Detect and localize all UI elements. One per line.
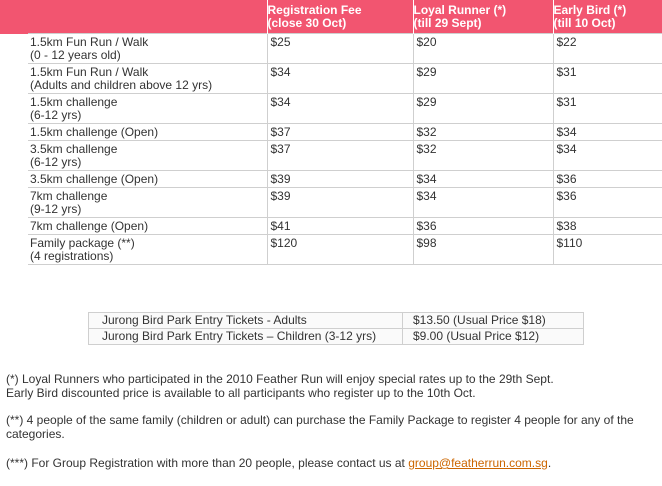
registration-fee-cell: $25 [267,34,413,64]
loyal-runner-cell: $29 [413,94,553,124]
category-name: 1.5km Fun Run / Walk [30,65,149,79]
early-bird-cell: $34 [553,141,662,171]
category-name: 1.5km challenge (Open) [30,125,159,139]
registration-fee-cell: $34 [267,64,413,94]
registration-fee-cell: $37 [267,141,413,171]
loyal-runner-cell: $98 [413,235,553,265]
table-row [89,313,584,329]
category-detail: (Adults and children above 12 yrs) [30,78,213,92]
header-registration-fee-line2: (close 30 Oct) [267,16,347,30]
category-cell [28,94,267,124]
table-row [0,218,662,235]
category-detail: (4 registrations) [30,249,114,263]
category-detail: (9-12 yrs) [30,202,82,216]
category-name: 7km challenge [30,189,108,203]
early-bird-cell: $36 [553,188,662,218]
ticket-price: $13.50 (Usual Price $18) [403,313,584,329]
table-row [0,64,662,94]
loyal-runner-cell: $32 [413,124,553,141]
group-email-link[interactable]: group@featherrun.com.sg [408,456,548,470]
category-name: 7km challenge (Open) [30,219,149,233]
registration-fee-cell: $37 [267,124,413,141]
table-row [0,34,662,64]
registration-fee-cell: $120 [267,235,413,265]
ticket-name: Jurong Bird Park Entry Tickets - Adults [89,313,403,329]
category-name: 3.5km challenge (Open) [30,172,159,186]
table-row [0,94,662,124]
early-bird-cell: $31 [553,64,662,94]
category-cell [28,188,267,218]
loyal-runner-cell: $36 [413,218,553,235]
header-loyal-runner [413,0,553,34]
category-cell [28,64,267,94]
registration-fee-cell: $39 [267,171,413,188]
header-loyal-runner-line2: (till 29 Sept) [413,16,482,30]
note-group-text: (***) For Group Registration with more than 20 people, please contact us at [6,456,409,470]
header-registration-fee-line1: Registration Fee [267,3,362,17]
category-cell [28,141,267,171]
early-bird-cell: $22 [553,34,662,64]
ticket-price: $9.00 (Usual Price $12) [403,329,584,345]
early-bird-cell: $110 [553,235,662,265]
table-row [0,171,662,188]
category-cell [28,34,267,64]
category-name: 3.5km challenge [30,142,118,156]
category-detail: (0 - 12 years old) [30,48,121,62]
note-family-line1: (**) 4 people of the same family (children or adult) can purchase the Family Package to register 4 people for any of the [6,413,634,427]
note-family-line2: categories. [6,427,65,441]
category-name: Family package (**) [30,236,135,250]
note-family [6,413,634,441]
category-cell [28,235,267,265]
bird-park-table [88,312,584,345]
note-group-end: . [547,456,552,470]
header-early-bird [553,0,662,34]
loyal-runner-cell: $20 [413,34,553,64]
loyal-runner-cell: $32 [413,141,553,171]
early-bird-cell: $31 [553,94,662,124]
header-spacer [0,0,28,34]
ticket-name: Jurong Bird Park Entry Tickets – Children (3-12 yrs) [89,329,403,345]
early-bird-cell: $38 [553,218,662,235]
table-row [89,329,584,345]
header-early-bird-line2: (till 10 Oct) [553,16,616,30]
category-cell [28,171,267,188]
note-loyal-early [6,372,554,400]
loyal-runner-cell: $29 [413,64,553,94]
loyal-runner-cell: $34 [413,171,553,188]
table-row [0,188,662,218]
header-registration-fee [267,0,413,34]
note-loyal-line: (*) Loyal Runners who participated in the 2010 Feather Run will enjoy special rates up to the 29th Sept. [6,372,554,386]
registration-fee-cell: $34 [267,94,413,124]
category-cell [28,124,267,141]
table-row [0,141,662,171]
category-cell [28,218,267,235]
loyal-runner-cell: $34 [413,188,553,218]
note-group [6,456,551,470]
header-loyal-runner-line1: Loyal Runner (*) [413,3,507,17]
early-bird-cell: $34 [553,124,662,141]
table-row [0,235,662,265]
price-table-header [0,0,662,34]
category-name: 1.5km Fun Run / Walk [30,35,149,49]
registration-fee-cell: $39 [267,188,413,218]
note-early-line: Early Bird discounted price is available to all participants who register up to the 10th Oct. [6,386,476,400]
early-bird-cell: $36 [553,171,662,188]
category-name: 1.5km challenge [30,95,118,109]
table-row [0,124,662,141]
category-detail: (6-12 yrs) [30,155,82,169]
header-early-bird-line1: Early Bird (*) [553,3,627,17]
header-category [28,0,267,34]
category-detail: (6-12 yrs) [30,108,82,122]
registration-fee-cell: $41 [267,218,413,235]
